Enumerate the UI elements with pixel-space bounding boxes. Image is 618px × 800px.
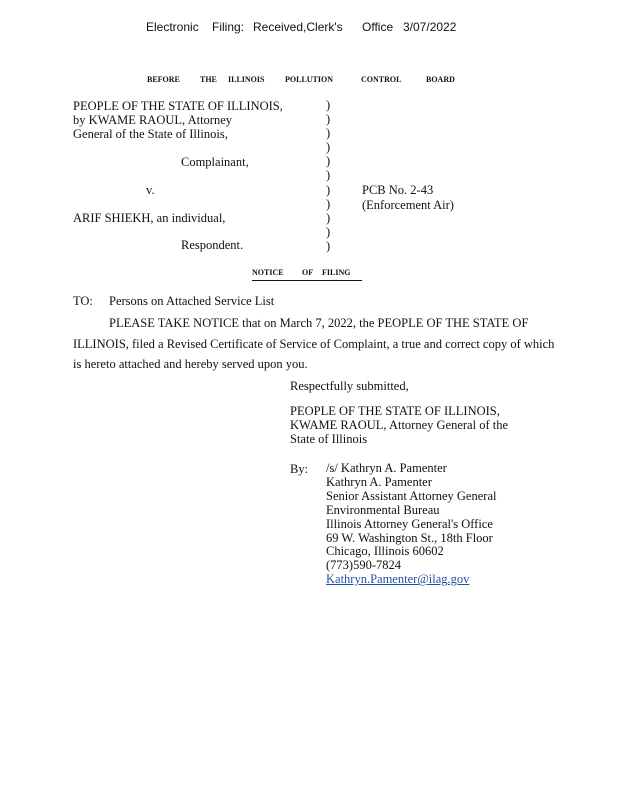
attorney-block — [326, 462, 496, 587]
case-number: PCB No. 2-43 — [362, 183, 434, 197]
notice-title-word: NOTICE — [252, 268, 284, 277]
notice-title-word: OF — [302, 268, 314, 277]
board-title-word: POLLUTION — [285, 75, 334, 84]
paren: ) — [326, 182, 331, 197]
paren: ) — [326, 196, 331, 211]
party-line: KWAME RAOUL, Attorney General of the — [290, 417, 509, 432]
filing-stamp-date: 3/07/2022 — [403, 20, 457, 34]
board-title-word: ILLINOIS — [228, 75, 265, 84]
complainant-role: Complainant, — [181, 155, 249, 169]
party-block — [290, 405, 508, 447]
email-link[interactable]: Kathryn.Pamenter@ilag.gov — [326, 572, 470, 587]
bureau: Environmental Bureau — [326, 502, 440, 517]
notice-paragraph-line: ILLINOIS, filed a Revised Certificate of Service of Complaint, a true and correct copy of which — [73, 337, 555, 351]
paren: ) — [326, 126, 331, 141]
case-type: (Enforcement Air) — [362, 198, 454, 212]
notice-title-word: FILING — [322, 268, 351, 277]
paren: ) — [326, 168, 331, 183]
paren: ) — [326, 224, 331, 239]
notice-paragraph-line: PLEASE TAKE NOTICE that on March 7, 2022, the PEOPLE OF THE STATE OF — [109, 316, 529, 330]
filing-stamp-filing: Filing: — [212, 20, 245, 34]
board-title-word: BOARD — [426, 75, 455, 84]
paren: ) — [326, 140, 331, 155]
party-line: State of Illinois — [290, 431, 368, 446]
attorney-name: Kathryn A. Pamenter — [326, 474, 432, 489]
board-title-word: CONTROL — [361, 75, 402, 84]
complainant-line: General of the State of Illinois, — [73, 127, 228, 141]
notice-title — [252, 268, 362, 281]
paren: ) — [326, 112, 331, 127]
closing: Respectfully submitted, — [290, 379, 409, 393]
complainant-line: PEOPLE OF THE STATE OF ILLINOIS, — [73, 99, 283, 113]
street-address: 69 W. Washington St., 18th Floor — [326, 530, 493, 545]
versus-label: v. — [146, 183, 155, 197]
complainant-line: by KWAME RAOUL, Attorney — [73, 113, 233, 127]
office-name: Illinois Attorney General's Office — [326, 516, 493, 531]
signature-line: /s/ Kathryn A. Pamenter — [326, 461, 447, 475]
paren: ) — [326, 210, 331, 225]
notice-paragraph-line: is hereto attached and hereby served upon you. — [73, 357, 308, 371]
paren: ) — [326, 98, 331, 112]
respondent-role: Respondent. — [181, 238, 244, 252]
paren: ) — [326, 154, 331, 169]
board-title-word: BEFORE — [147, 75, 180, 84]
caption-parentheses — [326, 98, 334, 253]
filing-stamp-electronic: Electronic — [146, 20, 199, 34]
to-value: Persons on Attached Service List — [109, 294, 275, 308]
party-line: PEOPLE OF THE STATE OF ILLINOIS, — [290, 404, 500, 418]
filing-stamp-office: Office — [362, 20, 394, 34]
to-label: TO: — [73, 294, 93, 308]
filing-stamp-received: Received,Clerk's — [253, 20, 343, 34]
paren: ) — [326, 238, 331, 253]
by-label: By: — [290, 462, 309, 476]
respondent-name: ARIF SHIEKH, an individual, — [73, 211, 226, 225]
city-state-zip: Chicago, Illinois 60602 — [326, 544, 444, 559]
phone-number: (773)590-7824 — [326, 558, 401, 573]
board-title-word: THE — [200, 75, 217, 84]
attorney-title: Senior Assistant Attorney General — [326, 488, 497, 503]
